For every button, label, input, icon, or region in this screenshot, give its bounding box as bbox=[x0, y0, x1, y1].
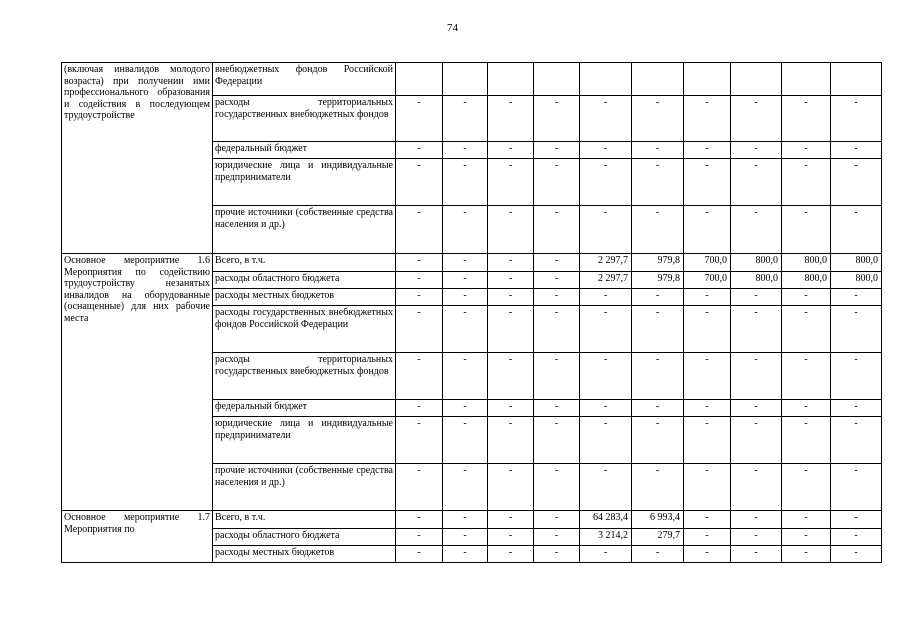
value-cell: - bbox=[443, 546, 488, 563]
value-cell: - bbox=[580, 142, 632, 159]
value-cell: 64 283,4 bbox=[580, 511, 632, 529]
value-cell: - bbox=[782, 529, 831, 546]
value-cell: - bbox=[580, 206, 632, 254]
value-cell: - bbox=[396, 511, 443, 529]
value-cell: - bbox=[684, 142, 731, 159]
value-cell: - bbox=[731, 159, 782, 206]
funding-source-cell: расходы территориальных государственных внебюджетных фондов bbox=[213, 353, 396, 400]
value-cell: - bbox=[632, 546, 684, 563]
value-cell: - bbox=[488, 353, 534, 400]
value-cell: - bbox=[831, 417, 882, 464]
funding-source-cell: Всего, в т.ч. bbox=[213, 511, 396, 529]
value-cell: - bbox=[632, 306, 684, 353]
value-cell bbox=[396, 63, 443, 96]
value-cell: - bbox=[396, 272, 443, 289]
value-cell: - bbox=[632, 159, 684, 206]
funding-source-cell: расходы областного бюджета bbox=[213, 529, 396, 546]
value-cell: - bbox=[782, 464, 831, 511]
budget-table bbox=[61, 62, 882, 563]
value-cell: - bbox=[731, 546, 782, 563]
value-cell: - bbox=[684, 306, 731, 353]
value-cell: - bbox=[443, 289, 488, 306]
funding-source-cell: прочие источники (собственные средства населения и др.) bbox=[213, 206, 396, 254]
value-cell: - bbox=[396, 206, 443, 254]
value-cell: - bbox=[782, 546, 831, 563]
value-cell bbox=[782, 63, 831, 96]
value-cell bbox=[534, 63, 580, 96]
value-cell: - bbox=[534, 96, 580, 142]
value-cell: - bbox=[396, 159, 443, 206]
value-cell: - bbox=[396, 289, 443, 306]
value-cell: 2 297,7 bbox=[580, 272, 632, 289]
value-cell bbox=[831, 63, 882, 96]
value-cell: - bbox=[396, 306, 443, 353]
value-cell: 279,7 bbox=[632, 529, 684, 546]
measure-cell: Основное мероприятие 1.6 Мероприятия по содействию трудоустройству незанятых инвалидов на оборудованные (оснащенные) для них рабочие места bbox=[62, 254, 213, 511]
value-cell: - bbox=[831, 96, 882, 142]
value-cell: - bbox=[534, 254, 580, 272]
value-cell: - bbox=[731, 353, 782, 400]
value-cell: - bbox=[782, 511, 831, 529]
funding-source-cell: юридические лица и индивидуальные предприниматели bbox=[213, 417, 396, 464]
value-cell: - bbox=[488, 464, 534, 511]
value-cell: - bbox=[782, 306, 831, 353]
value-cell: - bbox=[580, 417, 632, 464]
value-cell: - bbox=[632, 417, 684, 464]
value-cell: - bbox=[488, 417, 534, 464]
value-cell: - bbox=[534, 417, 580, 464]
budget-table-body bbox=[62, 63, 882, 563]
value-cell: - bbox=[831, 511, 882, 529]
value-cell: - bbox=[684, 96, 731, 142]
value-cell: - bbox=[731, 96, 782, 142]
value-cell: - bbox=[831, 159, 882, 206]
value-cell: - bbox=[831, 142, 882, 159]
value-cell: - bbox=[632, 142, 684, 159]
value-cell: - bbox=[632, 353, 684, 400]
value-cell: - bbox=[443, 417, 488, 464]
value-cell: - bbox=[580, 306, 632, 353]
value-cell: - bbox=[396, 529, 443, 546]
value-cell: - bbox=[731, 206, 782, 254]
value-cell: - bbox=[684, 529, 731, 546]
value-cell: - bbox=[443, 464, 488, 511]
value-cell: - bbox=[534, 546, 580, 563]
value-cell: 800,0 bbox=[831, 254, 882, 272]
value-cell: - bbox=[443, 400, 488, 417]
value-cell: - bbox=[632, 206, 684, 254]
funding-source-cell: федеральный бюджет bbox=[213, 400, 396, 417]
value-cell: - bbox=[731, 511, 782, 529]
funding-source-cell: внебюджетных фондов Российской Федерации bbox=[213, 63, 396, 96]
value-cell: - bbox=[534, 529, 580, 546]
value-cell: 700,0 bbox=[684, 272, 731, 289]
value-cell: - bbox=[396, 464, 443, 511]
value-cell: - bbox=[580, 353, 632, 400]
table-row bbox=[62, 511, 882, 529]
value-cell: - bbox=[782, 96, 831, 142]
value-cell: - bbox=[731, 529, 782, 546]
funding-source-cell: расходы областного бюджета bbox=[213, 272, 396, 289]
page-number: 74 bbox=[447, 22, 458, 34]
value-cell bbox=[632, 63, 684, 96]
value-cell: - bbox=[488, 400, 534, 417]
value-cell: - bbox=[580, 159, 632, 206]
value-cell: - bbox=[731, 464, 782, 511]
table-row bbox=[62, 254, 882, 272]
value-cell: - bbox=[443, 96, 488, 142]
measure-cell: (включая инвалидов молодого возраста) при получении ими профессионального образования и содействия в последующем трудоустройстве bbox=[62, 63, 213, 254]
value-cell: - bbox=[632, 289, 684, 306]
value-cell: - bbox=[488, 289, 534, 306]
value-cell: - bbox=[396, 400, 443, 417]
value-cell: - bbox=[443, 159, 488, 206]
value-cell bbox=[731, 63, 782, 96]
value-cell: - bbox=[684, 353, 731, 400]
value-cell: 800,0 bbox=[782, 254, 831, 272]
value-cell: - bbox=[632, 400, 684, 417]
value-cell: - bbox=[534, 400, 580, 417]
value-cell: - bbox=[534, 511, 580, 529]
value-cell: - bbox=[534, 289, 580, 306]
value-cell: - bbox=[488, 206, 534, 254]
value-cell: - bbox=[443, 529, 488, 546]
table-row bbox=[62, 63, 882, 96]
value-cell: 6 993,4 bbox=[632, 511, 684, 529]
value-cell: - bbox=[396, 546, 443, 563]
value-cell: - bbox=[831, 464, 882, 511]
value-cell: - bbox=[488, 272, 534, 289]
value-cell: - bbox=[731, 400, 782, 417]
value-cell: - bbox=[488, 159, 534, 206]
value-cell: - bbox=[443, 511, 488, 529]
value-cell: - bbox=[396, 353, 443, 400]
value-cell: - bbox=[580, 96, 632, 142]
value-cell: - bbox=[684, 417, 731, 464]
value-cell: - bbox=[443, 353, 488, 400]
value-cell: - bbox=[684, 289, 731, 306]
funding-source-cell: федеральный бюджет bbox=[213, 142, 396, 159]
value-cell bbox=[443, 63, 488, 96]
value-cell: - bbox=[782, 159, 831, 206]
value-cell: - bbox=[443, 206, 488, 254]
value-cell: - bbox=[782, 142, 831, 159]
value-cell: - bbox=[534, 142, 580, 159]
funding-source-cell: расходы местных бюджетов bbox=[213, 546, 396, 563]
value-cell: - bbox=[488, 254, 534, 272]
value-cell: 979,8 bbox=[632, 272, 684, 289]
value-cell: - bbox=[684, 464, 731, 511]
value-cell: - bbox=[684, 511, 731, 529]
value-cell: - bbox=[731, 289, 782, 306]
value-cell: - bbox=[684, 206, 731, 254]
value-cell: - bbox=[684, 546, 731, 563]
value-cell: - bbox=[488, 142, 534, 159]
value-cell: - bbox=[396, 96, 443, 142]
funding-source-cell: Всего, в т.ч. bbox=[213, 254, 396, 272]
value-cell: - bbox=[782, 400, 831, 417]
value-cell: - bbox=[831, 529, 882, 546]
value-cell: - bbox=[488, 529, 534, 546]
value-cell: - bbox=[782, 206, 831, 254]
value-cell: - bbox=[782, 289, 831, 306]
value-cell bbox=[580, 63, 632, 96]
measure-cell: Основное мероприятие 1.7 Мероприятия по bbox=[62, 511, 213, 563]
value-cell: - bbox=[684, 400, 731, 417]
value-cell: - bbox=[443, 306, 488, 353]
value-cell: - bbox=[396, 254, 443, 272]
value-cell: - bbox=[534, 206, 580, 254]
value-cell: - bbox=[831, 289, 882, 306]
value-cell: - bbox=[580, 464, 632, 511]
value-cell: 3 214,2 bbox=[580, 529, 632, 546]
value-cell: - bbox=[632, 96, 684, 142]
value-cell: - bbox=[632, 464, 684, 511]
value-cell: - bbox=[831, 306, 882, 353]
value-cell: - bbox=[443, 254, 488, 272]
value-cell: 800,0 bbox=[731, 272, 782, 289]
value-cell bbox=[684, 63, 731, 96]
funding-source-cell: юридические лица и индивидуальные предприниматели bbox=[213, 159, 396, 206]
value-cell: - bbox=[488, 511, 534, 529]
value-cell: - bbox=[488, 96, 534, 142]
value-cell: - bbox=[534, 159, 580, 206]
value-cell: - bbox=[580, 289, 632, 306]
funding-source-cell: расходы государственных внебюджетных фондов Российской Федерации bbox=[213, 306, 396, 353]
value-cell: - bbox=[580, 546, 632, 563]
value-cell: - bbox=[534, 306, 580, 353]
value-cell: 800,0 bbox=[782, 272, 831, 289]
value-cell: - bbox=[443, 142, 488, 159]
value-cell: - bbox=[731, 417, 782, 464]
value-cell: - bbox=[684, 159, 731, 206]
value-cell: - bbox=[731, 306, 782, 353]
value-cell: - bbox=[580, 400, 632, 417]
value-cell: - bbox=[534, 464, 580, 511]
value-cell: - bbox=[731, 142, 782, 159]
value-cell: - bbox=[831, 546, 882, 563]
value-cell: - bbox=[396, 142, 443, 159]
value-cell: - bbox=[488, 546, 534, 563]
value-cell: - bbox=[534, 272, 580, 289]
value-cell: - bbox=[782, 417, 831, 464]
value-cell: 700,0 bbox=[684, 254, 731, 272]
value-cell: - bbox=[782, 353, 831, 400]
value-cell: - bbox=[488, 306, 534, 353]
value-cell: - bbox=[396, 417, 443, 464]
value-cell bbox=[488, 63, 534, 96]
value-cell: 979,8 bbox=[632, 254, 684, 272]
value-cell: - bbox=[831, 400, 882, 417]
value-cell: 2 297,7 bbox=[580, 254, 632, 272]
value-cell: 800,0 bbox=[831, 272, 882, 289]
value-cell: 800,0 bbox=[731, 254, 782, 272]
funding-source-cell: прочие источники (собственные средства населения и др.) bbox=[213, 464, 396, 511]
value-cell: - bbox=[831, 353, 882, 400]
funding-source-cell: расходы местных бюджетов bbox=[213, 289, 396, 306]
value-cell: - bbox=[534, 353, 580, 400]
funding-source-cell: расходы территориальных государственных внебюджетных фондов bbox=[213, 96, 396, 142]
value-cell: - bbox=[831, 206, 882, 254]
value-cell: - bbox=[443, 272, 488, 289]
